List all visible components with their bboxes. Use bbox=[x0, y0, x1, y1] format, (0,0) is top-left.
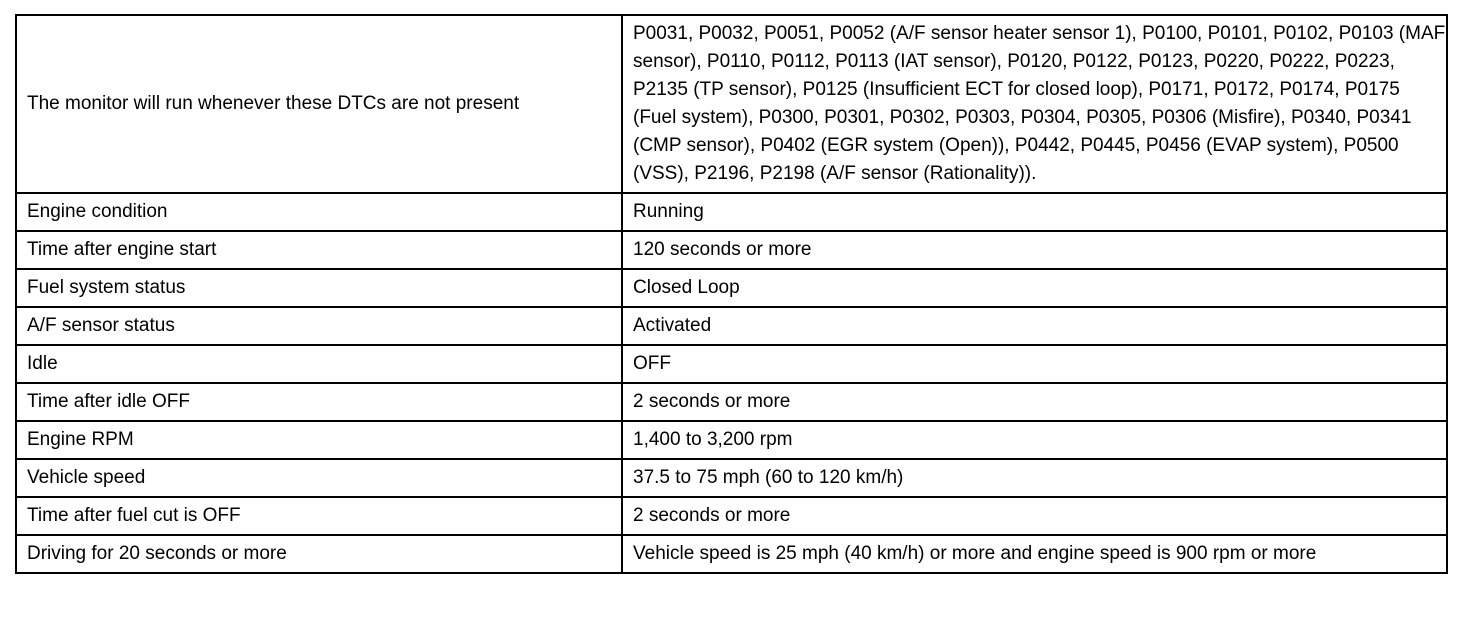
table-body bbox=[16, 15, 1447, 573]
condition-label: Fuel system status bbox=[16, 269, 622, 307]
condition-label: Driving for 20 seconds or more bbox=[16, 535, 622, 573]
condition-value: OFF bbox=[622, 345, 1447, 383]
condition-label: Time after fuel cut is OFF bbox=[16, 497, 622, 535]
table-row bbox=[16, 383, 1447, 421]
condition-label: Time after engine start bbox=[16, 231, 622, 269]
condition-value: P0031, P0032, P0051, P0052 (A/F sensor heater sensor 1), P0100, P0101, P0102, P0103 (MAF sensor), P0110, P0112, P0113 (IAT sensor), P0120, P0122, P0123, P0220, P0222, P0223, P2135 (TP sensor), P0125 (Insufficient ECT for closed loop), P0171, P0172, P0174, P0175 (Fuel system), P0300, P0301, P0302, P0303, P0304, P0305, P0306 (Misfire), P0340, P0341 (CMP sensor), P0402 (EGR system (Open)), P0442, P0445, P0456 (EVAP system), P0500 (VSS), P2196, P2198 (A/F sensor (Rationality)). bbox=[622, 15, 1447, 193]
monitor-conditions-table bbox=[15, 14, 1448, 574]
condition-label: A/F sensor status bbox=[16, 307, 622, 345]
condition-value: 2 seconds or more bbox=[622, 497, 1447, 535]
table-row bbox=[16, 269, 1447, 307]
table-row bbox=[16, 345, 1447, 383]
table-row bbox=[16, 307, 1447, 345]
condition-value: 37.5 to 75 mph (60 to 120 km/h) bbox=[622, 459, 1447, 497]
table-row bbox=[16, 421, 1447, 459]
condition-label: Vehicle speed bbox=[16, 459, 622, 497]
condition-label: The monitor will run whenever these DTCs are not present bbox=[16, 15, 622, 193]
table-row bbox=[16, 231, 1447, 269]
condition-label: Idle bbox=[16, 345, 622, 383]
table-row bbox=[16, 193, 1447, 231]
condition-label: Time after idle OFF bbox=[16, 383, 622, 421]
condition-value: Vehicle speed is 25 mph (40 km/h) or more and engine speed is 900 rpm or more bbox=[622, 535, 1447, 573]
table-row bbox=[16, 535, 1447, 573]
condition-value: 2 seconds or more bbox=[622, 383, 1447, 421]
condition-label: Engine condition bbox=[16, 193, 622, 231]
table-row bbox=[16, 15, 1447, 193]
condition-value: Running bbox=[622, 193, 1447, 231]
condition-label: Engine RPM bbox=[16, 421, 622, 459]
table-row bbox=[16, 497, 1447, 535]
condition-value: 120 seconds or more bbox=[622, 231, 1447, 269]
table-row bbox=[16, 459, 1447, 497]
condition-value: 1,400 to 3,200 rpm bbox=[622, 421, 1447, 459]
condition-value: Closed Loop bbox=[622, 269, 1447, 307]
condition-value: Activated bbox=[622, 307, 1447, 345]
